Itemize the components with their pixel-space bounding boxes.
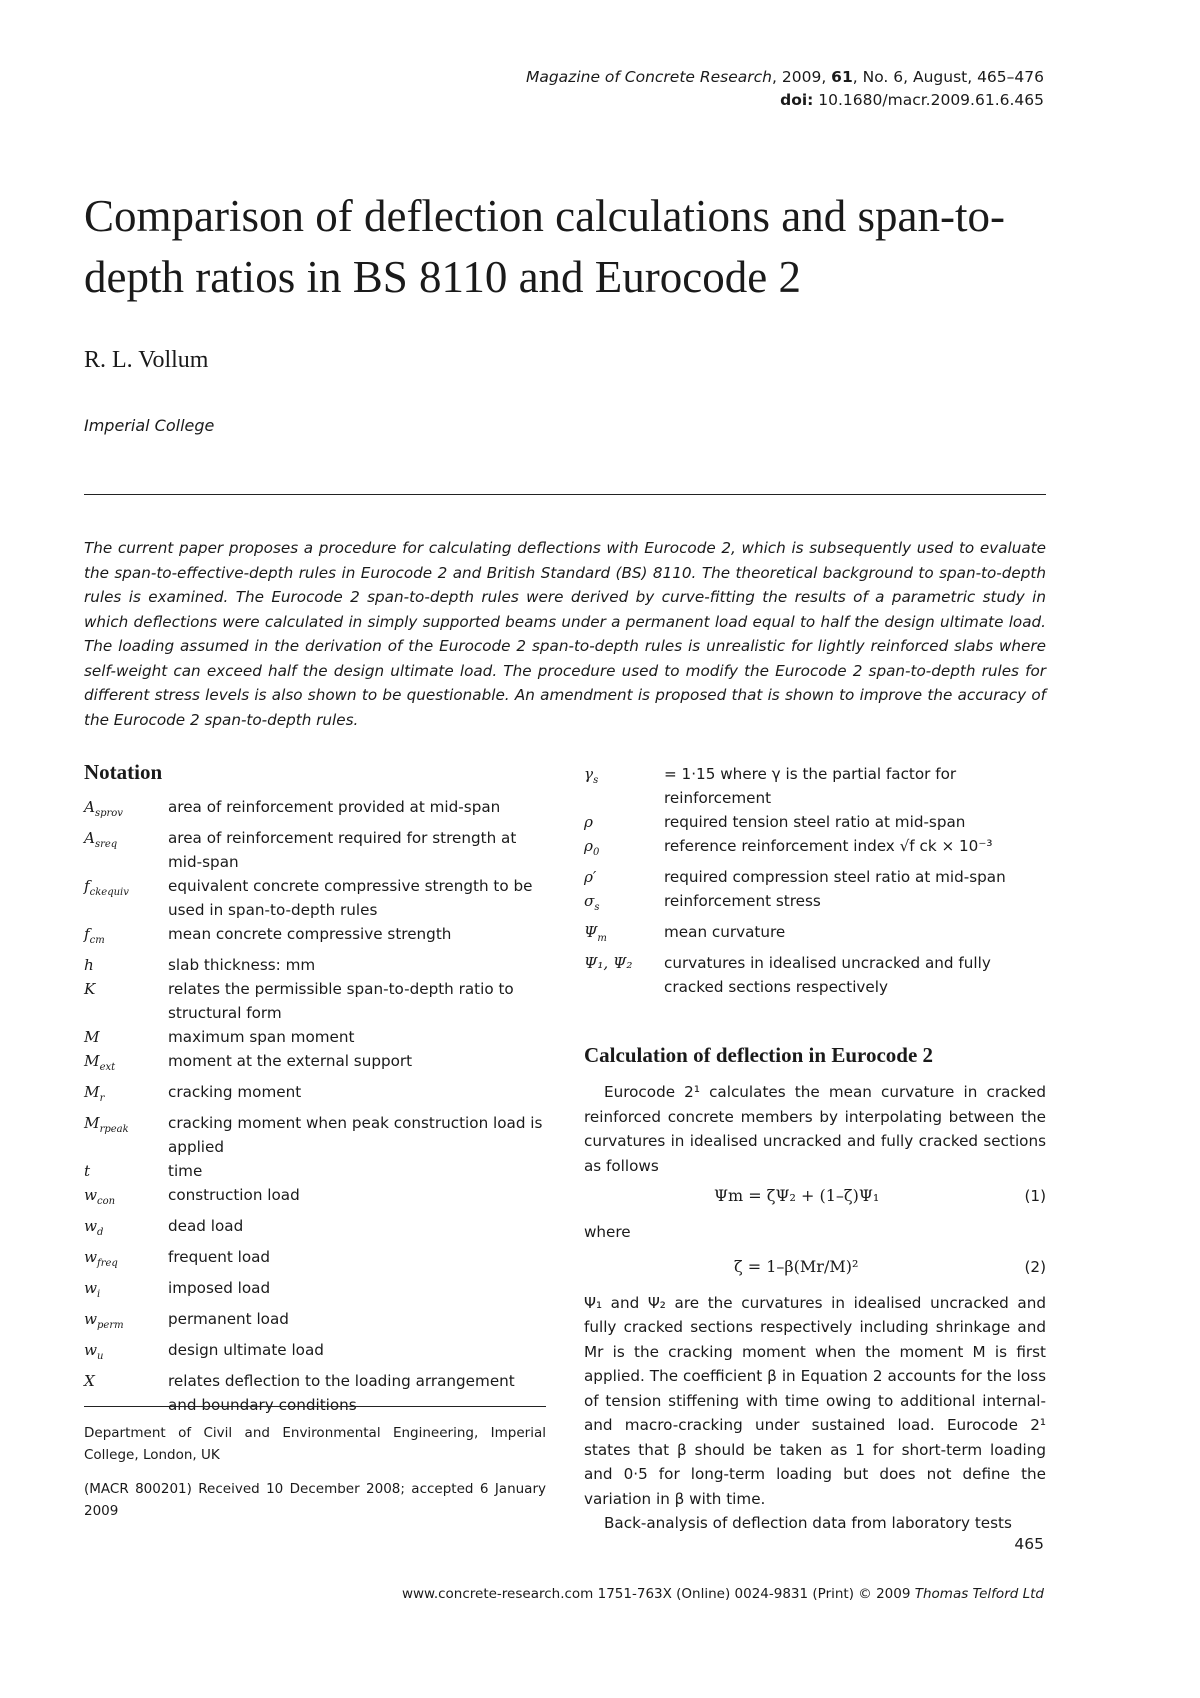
notation-definition: maximum span moment: [168, 1028, 355, 1047]
notation-row: [84, 1276, 546, 1307]
notation-definition: moment at the external support: [168, 1052, 413, 1071]
notation-definition: slab thickness: mm: [168, 956, 316, 975]
notation-symbol: ρ′: [584, 868, 597, 887]
notation-symbol: $f_{ckequiv}$: [84, 877, 129, 899]
notation-row: [84, 1159, 546, 1183]
doi-label: doi:: [780, 91, 814, 109]
notation-row: [584, 865, 1046, 889]
notation-row: [84, 1369, 546, 1417]
journal-name: Magazine of Concrete Research: [525, 68, 773, 86]
notation-symbol: $\rho_0$: [584, 837, 600, 859]
notation-definition: imposed load: [168, 1279, 271, 1298]
notation-definition: construction load: [168, 1186, 300, 1205]
paragraph: Eurocode 2¹ calculates the mean curvature in cracked reinforced concrete members by interpolating between the curvatures in idealised uncracked and fully cracked sections as follows: [584, 1083, 1046, 1175]
notation-row: [84, 1307, 546, 1338]
notation-row: [584, 762, 1046, 810]
notation-row: [84, 1080, 546, 1111]
notation-symbol: ρ: [584, 813, 593, 831]
notation-symbol: K: [84, 980, 96, 999]
notation-row: [84, 953, 546, 977]
notation-definition: relates the permissible span-to-depth ratio to structural form: [168, 980, 514, 1023]
notation-symbol: $A_{sreq}$: [84, 829, 118, 851]
notation-definition: time: [168, 1162, 203, 1181]
notation-definition: required tension steel ratio at mid-span: [664, 813, 966, 831]
notation-symbol: $w_i$: [84, 1279, 101, 1301]
notation-row: [84, 826, 546, 874]
notation-definition: = 1·15 where γ is the partial factor for reinforcement: [664, 765, 957, 807]
page-number: 465: [1014, 1535, 1044, 1553]
notation-row: [84, 795, 546, 826]
notation-row: [84, 1214, 546, 1245]
divider: [84, 494, 1046, 495]
notation-row: [84, 1049, 546, 1080]
notation-row: [84, 1025, 546, 1049]
abstract: The current paper proposes a procedure for calculating deflections with Eurocode 2, which is subsequently used to evaluate the span-to-effective-depth rules in Eurocode 2 and British Standard (BS) 8110. The theoretical background to span-to-depth rules is examined. The Eurocode 2 span-to-depth rules were derived by curve-fitting the results of a parametric study in which deflections were calculated in simply supported beams under a permanent load equal to half the design ultimate load. The loading assumed in the derivation of the Eurocode 2 span-to-depth rules is unrealistic for lightly reinforced slabs where self-weight can exceed half the design ultimate load. The procedure used to modify the Eurocode 2 span-to-depth rules for different stress levels is also shown to be questionable. An amendment is proposed that is shown to improve the accuracy of the Eurocode 2 span-to-depth rules.: [84, 539, 1046, 729]
notation-symbol: Ψ₁, Ψ₂: [584, 954, 633, 973]
where-text: where: [584, 1223, 631, 1242]
notation-row: [584, 951, 1046, 999]
notation-row: [84, 874, 546, 922]
section-heading: Calculation of deflection in Eurocode 2: [584, 1043, 934, 1068]
notation-symbol: X: [84, 1372, 95, 1391]
department-note: Department of Civil and Environmental Engineering, Imperial College, London, UK: [84, 1425, 546, 1463]
notation-row: [84, 1111, 546, 1159]
notation-symbol: $\sigma_s$: [584, 892, 600, 914]
notation-definition: area of reinforcement provided at mid-span: [168, 798, 501, 816]
notation-definition: reinforcement stress: [664, 892, 821, 911]
notation-symbol: $M_{rpeak}$: [84, 1114, 129, 1136]
equation-1: Ψm = ζΨ₂ + (1–ζ)Ψ₁ (1): [714, 1186, 1046, 1206]
footer: www.concrete-research.com 1751-763X (Online) 0024-9831 (Print) © 2009 Thomas Telford Ltd: [401, 1586, 1044, 1602]
notation-symbol: $w_u$: [84, 1341, 104, 1363]
received-note: (MACR 800201) Received 10 December 2008; accepted 6 January 2009: [84, 1481, 546, 1519]
author: R. L. Vollum: [84, 347, 209, 373]
notation-symbol: $w_{perm}$: [84, 1310, 124, 1332]
notation-table: [84, 795, 546, 1417]
notation-row: [584, 889, 1046, 920]
equation-2: ζ = 1–β(Mr/M)² (2): [734, 1256, 1046, 1276]
notation-row: [84, 977, 546, 1025]
notation-symbol: $w_{freq}$: [84, 1248, 118, 1270]
notation-row: [84, 922, 546, 953]
notation-definition: required compression steel ratio at mid-span: [664, 868, 1006, 887]
notation-symbol: $\Psi_m$: [584, 923, 607, 945]
notation-symbol: $M_{ext}$: [84, 1052, 116, 1074]
notation-definition: permanent load: [168, 1310, 289, 1329]
notation-symbol: $f_{cm}$: [84, 925, 105, 947]
affiliation: Imperial College: [84, 416, 215, 435]
left-column: [84, 760, 546, 1417]
notation-symbol: $A_{sprov}$: [84, 798, 123, 820]
paragraph: Back-analysis of deflection data from laboratory tests: [604, 1514, 1012, 1533]
notation-definition: mean curvature: [664, 923, 786, 942]
notation-definition: mean concrete compressive strength: [168, 925, 452, 944]
notation-row: [84, 1338, 546, 1369]
notation-symbol: t: [84, 1162, 91, 1181]
notation-definition: relates deflection to the loading arrangement and boundary conditions: [168, 1372, 515, 1415]
paragraph: Ψ₁ and Ψ₂ are the curvatures in idealised uncracked and fully cracked sections respectively including shrinkage and Mr is the cracking moment when the moment M is first applied. The coefficient β in Equation 2 accounts for the loss of tension stiffening with time owing to additional internal- and macro-cracking under sustained load. Eurocode 2¹ states that β should be taken as 1 for short-term loading and 0·5 for long-term loading but does not define the variation in β with time.: [584, 1293, 1046, 1508]
notation-definition: reference reinforcement index √f ck × 10⁻³: [664, 837, 993, 855]
notation-row: [584, 834, 1046, 865]
notation-definition: cracking moment when peak construction load is applied: [168, 1114, 543, 1157]
notation-table-continued: [584, 762, 1046, 999]
notation-definition: area of reinforcement required for strength at mid-span: [168, 829, 517, 872]
notation-row: [584, 810, 1046, 834]
notation-row: [84, 1183, 546, 1214]
notation-row: [84, 1245, 546, 1276]
volume: 61: [831, 68, 853, 86]
footnote-divider: [84, 1406, 546, 1407]
notation-definition: dead load: [168, 1217, 244, 1236]
notation-symbol: $M_r$: [84, 1083, 105, 1105]
notation-definition: design ultimate load: [168, 1341, 324, 1360]
notation-symbol: M: [84, 1028, 100, 1047]
notation-row: [584, 920, 1046, 951]
notation-definition: curvatures in idealised uncracked and fully cracked sections respectively: [664, 954, 991, 997]
notation-heading: Notation: [84, 760, 163, 784]
notation-symbol: $\gamma_s$: [584, 765, 599, 787]
right-column: [584, 762, 1046, 1536]
paper-title: Comparison of deflection calculations and span-to-depth ratios in BS 8110 and Eurocode 2: [84, 191, 1005, 302]
journal-citation: Magazine of Concrete Research, 2009, 61, No. 6, August, 465–476 doi: 10.1680/macr.2009.61.6.465: [525, 68, 1044, 109]
notation-definition: cracking moment: [168, 1083, 302, 1102]
notation-symbol: $w_{con}$: [84, 1186, 116, 1208]
notation-definition: equivalent concrete compressive strength to be used in span-to-depth rules: [168, 877, 533, 920]
notation-symbol: h: [84, 956, 94, 975]
doi-value[interactable]: 10.1680/macr.2009.61.6.465: [813, 91, 1044, 109]
notation-definition: frequent load: [168, 1248, 271, 1267]
notation-symbol: $w_d$: [84, 1217, 104, 1239]
